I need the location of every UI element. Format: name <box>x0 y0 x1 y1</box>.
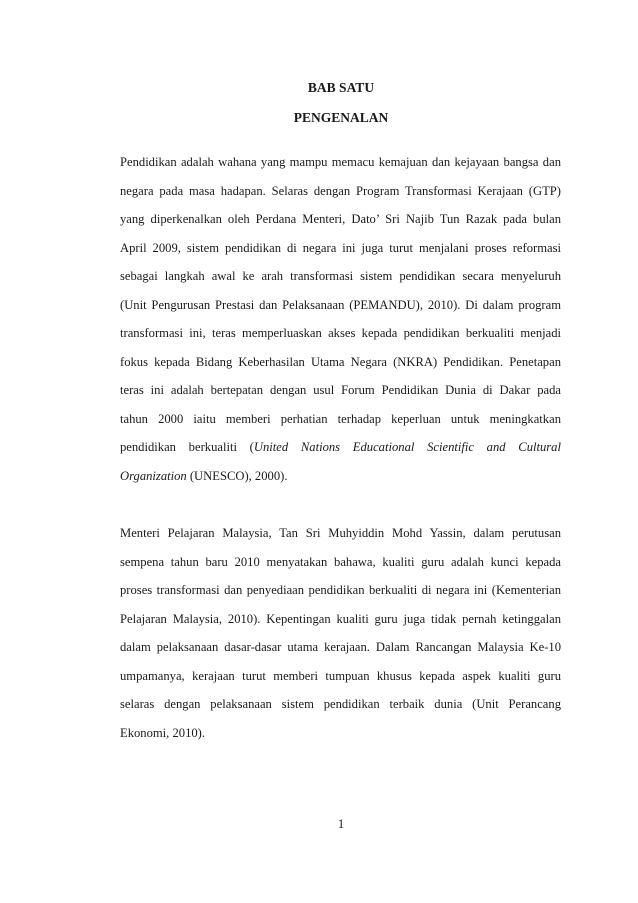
paragraph-line: yang diperkenalkan oleh Perdana Menteri, Dato’ Sri Najib Tun Razak pada bulan <box>120 212 561 226</box>
paragraph-line-mixed <box>120 433 561 462</box>
paragraph-line-mixed <box>120 462 561 491</box>
paragraph-line: transformasi ini, teras memperluaskan akses kepada pendidikan berkualiti menjadi <box>120 326 561 340</box>
paragraph-2 <box>120 519 561 747</box>
line-plain-text: pendidikan berkualiti ( <box>120 440 254 454</box>
paragraph-line: Pelajaran Malaysia, 2010). Kepentingan kualiti guru juga tidak pernah ketinggalan <box>120 611 561 626</box>
paragraph-1 <box>120 148 561 490</box>
paragraph-line: sebagai langkah awal ke arah transformasi sistem pendidikan secara menyeluruh <box>120 269 561 283</box>
paragraph-line: tahun 2000 iaitu memberi perhatian terhadap keperluan untuk meningkatkan <box>120 411 561 426</box>
paragraph-line: Menteri Pelajaran Malaysia, Tan Sri Muhyiddin Mohd Yassin, dalam perutusan <box>120 526 561 540</box>
line-plain-text: (UNESCO), 2000). <box>186 468 288 483</box>
paragraph-line: fokus kepada Bidang Keberhasilan Utama Negara (NKRA) Pendidikan. Penetapan <box>120 354 561 369</box>
line-italic-text: United Nations Educational Scientific and Cultural <box>253 440 561 454</box>
paragraph-line: negara pada masa hadapan. Selaras dengan Program Transformasi Kerajaan (GTP) <box>120 183 561 198</box>
paragraph-line: Ekonomi, 2010). <box>120 725 206 740</box>
line-italic-text: Organization <box>120 468 187 483</box>
paragraph-line: teras ini adalah bertepatan dengan usul Forum Pendidikan Dunia di Dakar pada <box>120 383 561 397</box>
paragraph-line: (Unit Pengurusan Prestasi dan Pelaksanaan (PEMANDU), 2010). Di dalam program <box>120 297 561 312</box>
paragraph-line: Pendidikan adalah wahana yang mampu memacu kemajuan dan kejayaan bangsa dan <box>120 155 561 169</box>
paragraph-line: April 2009, sistem pendidikan di negara ini juga turut menjalani proses reformasi <box>120 240 561 255</box>
chapter-label: BAB SATU <box>307 80 375 95</box>
chapter-title: PENGENALAN <box>293 110 389 125</box>
paragraph-line: umpamanya, kerajaan turut memberi tumpuan khusus kepada aspek kualiti guru <box>120 668 561 683</box>
paragraph-line: selaras dengan pelaksanaan sistem pendidikan terbaik dunia (Unit Perancang <box>120 697 561 711</box>
paragraph-line: sempena tahun baru 2010 menyatakan bahawa, kualiti guru adalah kunci kepada <box>120 554 561 569</box>
page-number: 1 <box>337 817 345 831</box>
paragraph-line: proses transformasi dan penyediaan pendidikan berkualiti di negara ini (Kementerian <box>120 583 561 597</box>
paragraph-line: dalam pelaksanaan dasar-dasar utama kerajaan. Dalam Rancangan Malaysia Ke-10 <box>120 640 561 654</box>
